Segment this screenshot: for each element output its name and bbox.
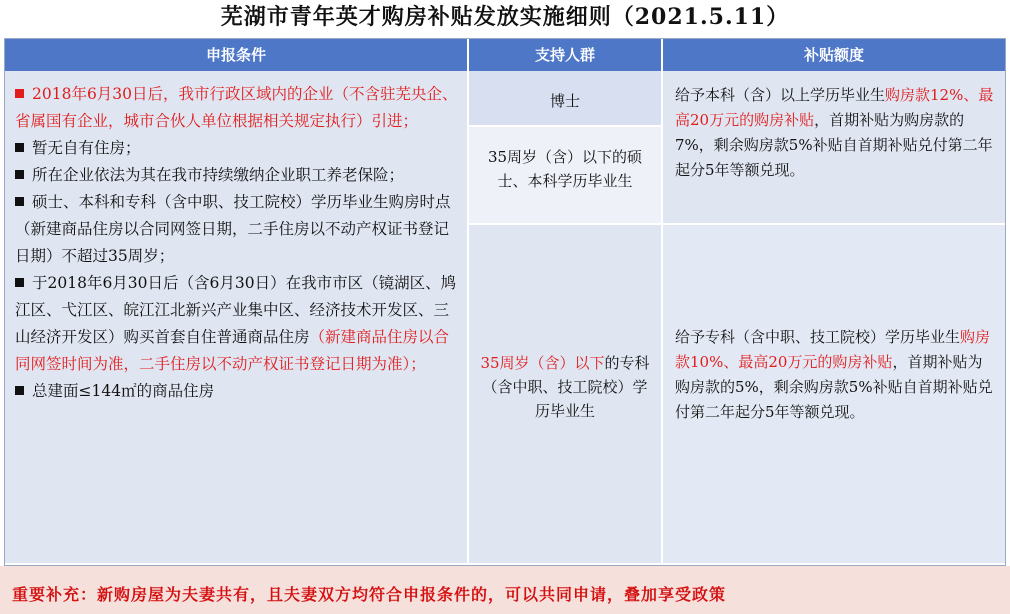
condition-3-text: 所在企业依法为其在我市持续缴纳企业职工养老保险；: [32, 166, 405, 184]
supplement-note-bar: [0, 566, 1010, 614]
subsidy-2-c: ，首期补贴为购房款的5%，剩余购房款5%补贴自首期补贴兑付第二年起分5年等额兑现。: [675, 353, 993, 421]
subsidy-1-a: 给予本科（含）以上学历毕业生: [675, 86, 886, 104]
bullet-icon: [15, 143, 24, 152]
header-subsidy: 补贴额度: [663, 39, 1005, 71]
target-college-text: [479, 351, 651, 423]
header-conditions: 申报条件: [5, 39, 469, 71]
condition-item-3: [15, 162, 463, 189]
subsidy-1-c: ，首期补贴为购房款的7%，剩余购房款5%补贴自首期补贴兑付第二年起分5年等额兑现。: [675, 111, 993, 179]
condition-item-5: [15, 270, 463, 378]
target-cell-master: [469, 127, 663, 225]
conditions-list: [15, 81, 463, 405]
condition-5-note: （新建商品住房以合同网签时间为准，二手住房以不动产权证书登记日期为准）；: [15, 328, 450, 373]
target-college-age: 35周岁（含）以下: [480, 354, 605, 372]
subsidy-2-text: [663, 325, 1005, 425]
bullet-icon: [15, 386, 24, 395]
condition-item-6: [15, 378, 463, 405]
condition-item-1: [15, 81, 463, 135]
bullet-icon: [15, 89, 24, 98]
subsidy-cell-2: [663, 225, 1005, 565]
subsidy-cell-1: [663, 71, 1005, 225]
bullet-icon: [15, 278, 24, 287]
policy-table: [4, 38, 1006, 566]
condition-1-text: 2018年6月30日后，我市行政区域内的企业（不含驻芜央企、省属国有企业，城市合伙人单位根据相关规定执行）引进；: [15, 85, 458, 130]
target-master-text: 35周岁（含）以下的硕士、本科学历毕业生: [487, 148, 643, 190]
bullet-icon: [15, 170, 24, 179]
target-college-rest: 的专科（含中职、技工院校）学历毕业生: [482, 354, 650, 420]
condition-item-2: [15, 135, 463, 162]
condition-2-text: 暂无自有住房；: [32, 139, 141, 157]
supplement-note: 重要补充：新购房屋为夫妻共有，且夫妻双方均符合申报条件的，可以共同申请，叠加享受政策: [12, 585, 727, 604]
condition-6-text: 总建面≤144㎡的商品住房: [32, 382, 215, 400]
subsidy-2-highlight: 购房款10%、最高20万元的购房补贴: [675, 328, 991, 371]
target-doctor-text: 博士: [549, 92, 580, 110]
subsidy-1-highlight: 购房款12%、最高20万元的购房补贴: [675, 86, 994, 129]
condition-5-text: 于2018年6月30日后（含6月30日）在我市市区（镜湖区、鸠江区、弋江区、皖江江北新兴产业集中区、经济技术开发区、三山经济开发区）购买首套自住普通商品住房: [15, 274, 457, 346]
condition-item-4: [15, 189, 463, 270]
header-target: 支持人群: [469, 39, 663, 71]
target-cell-college: [469, 225, 663, 565]
subsidy-1-text: [663, 83, 1005, 183]
subsidy-2-a: 给予专科（含中职、技工院校）学历毕业生: [675, 328, 961, 346]
bullet-icon: [15, 197, 24, 206]
target-cell-doctor: [469, 71, 663, 127]
condition-4-text: 硕士、本科和专科（含中职、技工院校）学历毕业生购房时点（新建商品住房以合同网签日期，二手住房以不动产权证书登记日期）不超过35周岁；: [15, 193, 451, 265]
page-title: 芜湖市青年英才购房补贴发放实施细则（2021.5.11）: [220, 4, 790, 30]
